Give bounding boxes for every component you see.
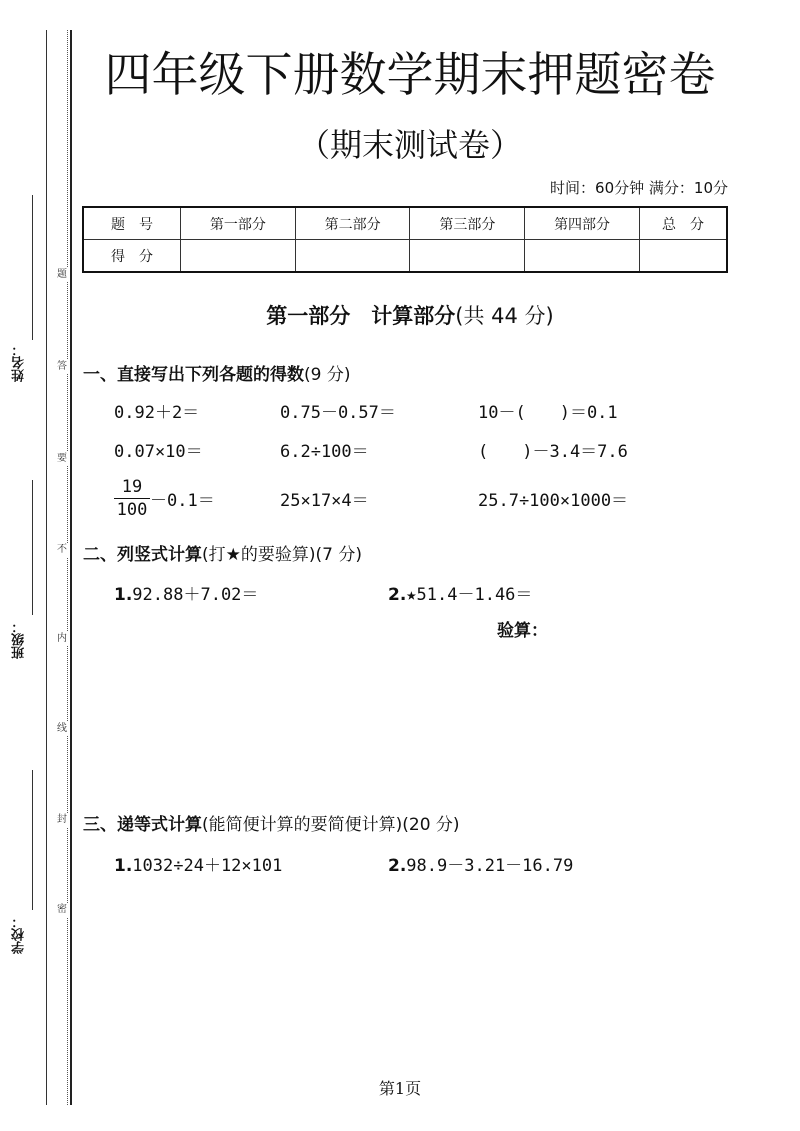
q1-item: 25×17×4＝ bbox=[280, 491, 369, 511]
q2-item-expr: 92.88＋7.02＝ bbox=[132, 585, 259, 605]
score-cell[interactable] bbox=[639, 240, 727, 273]
question-2-heading bbox=[83, 540, 362, 565]
q1-fraction-rest: －0.1＝ bbox=[150, 491, 215, 511]
question-1-score: (9 分) bbox=[304, 365, 351, 385]
question-2-note: (打★的要验算)(7 分) bbox=[202, 545, 362, 565]
name-field[interactable] bbox=[10, 195, 50, 395]
score-table-header-cell: 第二部分 bbox=[295, 207, 410, 240]
question-3-note: (能简便计算的要简便计算)(20 分) bbox=[202, 815, 460, 835]
seal-dotted-line bbox=[67, 30, 68, 1105]
class-label: 班级： bbox=[12, 620, 27, 659]
seal-char: 不 bbox=[57, 544, 67, 555]
q1-item: 0.92＋2＝ bbox=[114, 403, 200, 423]
question-2-title: 二、列竖式计算 bbox=[83, 545, 202, 565]
q3-item-2 bbox=[388, 851, 573, 876]
q2-item-2 bbox=[388, 580, 532, 605]
score-row-label: 得 分 bbox=[83, 240, 181, 273]
score-cell[interactable] bbox=[295, 240, 410, 273]
q1-item: 0.07×10＝ bbox=[114, 442, 203, 462]
score-table-header-cell: 题 号 bbox=[83, 207, 181, 240]
school-field-line bbox=[32, 770, 33, 910]
score-table-header-cell: 第三部分 bbox=[410, 207, 525, 240]
question-3-title: 三、递等式计算 bbox=[83, 815, 202, 835]
q1-item: 25.7÷100×1000＝ bbox=[478, 491, 629, 511]
seal-char: 内 bbox=[57, 633, 67, 644]
seal-char: 封 bbox=[57, 814, 67, 825]
q3-item-1 bbox=[114, 851, 282, 876]
seal-char: 题 bbox=[57, 269, 67, 280]
question-3-heading bbox=[83, 810, 460, 835]
q2-item-number: 1. bbox=[114, 585, 133, 605]
seal-char: 线 bbox=[57, 723, 67, 734]
page-border-line bbox=[70, 30, 72, 1105]
score-table-header-cell: 第四部分 bbox=[525, 207, 640, 240]
fraction-bar bbox=[114, 498, 150, 499]
school-field[interactable] bbox=[10, 770, 50, 970]
q1-item: ( )－3.4＝7.6 bbox=[478, 442, 628, 462]
time-score-info: 时间：60分钟 满分：10分 bbox=[550, 179, 728, 197]
page-title: 四年级下册数学期末押题密卷 bbox=[104, 48, 716, 103]
section-title-label: 第一部分 计算部分 bbox=[266, 304, 456, 328]
score-table-header-row bbox=[83, 207, 727, 240]
section-title bbox=[70, 300, 750, 330]
q3-item-expr: 98.9－3.21－16.79 bbox=[406, 856, 574, 876]
name-field-line bbox=[32, 195, 33, 340]
section-title-score: (共 44 分) bbox=[455, 304, 554, 328]
score-table-score-row bbox=[83, 240, 727, 273]
score-table-header-cell: 总 分 bbox=[639, 207, 727, 240]
score-table bbox=[82, 206, 728, 273]
q1-fraction bbox=[114, 477, 150, 520]
q1-item: 0.75－0.57＝ bbox=[280, 403, 396, 423]
score-cell[interactable] bbox=[410, 240, 525, 273]
page-subtitle: （期末测试卷） bbox=[297, 126, 522, 164]
class-field[interactable] bbox=[10, 480, 50, 680]
fraction-denominator: 100 bbox=[116, 500, 148, 520]
q1-item: 10－( )＝0.1 bbox=[478, 403, 618, 423]
q1-item: 6.2÷100＝ bbox=[280, 442, 369, 462]
q3-item-expr: 1032÷24＋12×101 bbox=[132, 856, 283, 876]
verify-label: 验算： bbox=[497, 621, 548, 641]
class-field-line bbox=[32, 480, 33, 615]
seal-char: 要 bbox=[57, 453, 67, 464]
page-number: 第1页 bbox=[378, 1079, 422, 1098]
name-label: 姓名： bbox=[12, 343, 27, 382]
fraction-numerator: 19 bbox=[121, 477, 143, 497]
q2-item-1 bbox=[114, 580, 258, 605]
school-label: 学校： bbox=[12, 915, 27, 954]
question-1-title: 一、直接写出下列各题的得数 bbox=[83, 365, 304, 385]
score-cell[interactable] bbox=[525, 240, 640, 273]
q3-item-number: 1. bbox=[114, 856, 133, 876]
q2-item-expr: ★51.4－1.46＝ bbox=[406, 585, 533, 605]
q2-item-number: 2. bbox=[388, 585, 407, 605]
q3-item-number: 2. bbox=[388, 856, 407, 876]
seal-char: 答 bbox=[57, 361, 67, 372]
seal-char: 密 bbox=[57, 904, 67, 915]
question-1-heading bbox=[83, 360, 350, 385]
score-cell[interactable] bbox=[181, 240, 296, 273]
score-table-header-cell: 第一部分 bbox=[181, 207, 296, 240]
